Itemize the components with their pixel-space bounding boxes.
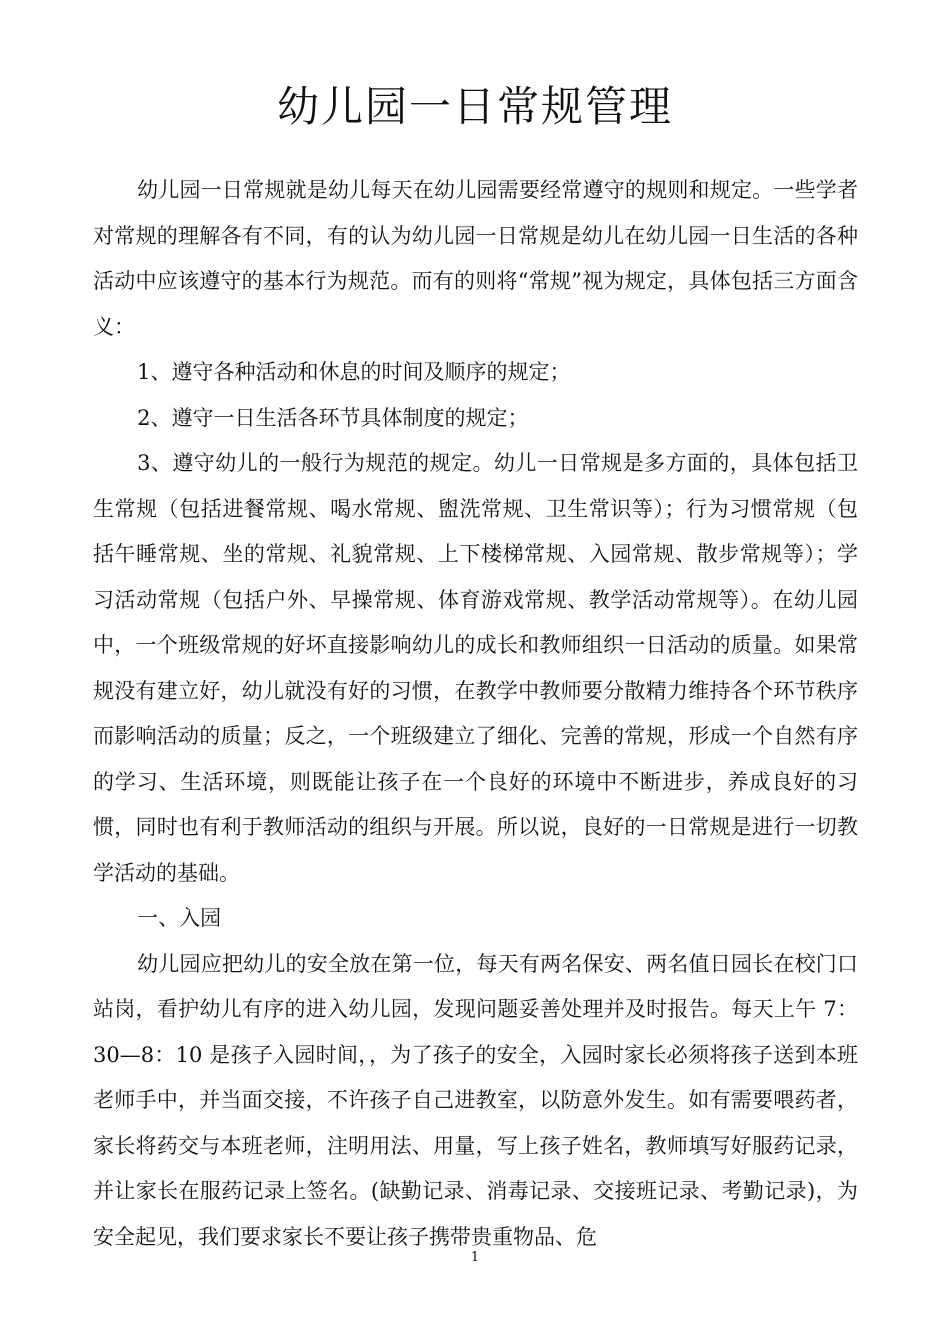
arrival-paragraph: 幼儿园应把幼儿的安全放在第一位，每天有两名保安、两名值日园长在校门口站岗，看护幼儿有序的进入幼儿园，发现问题妥善处理并及时报告。每天上午 7：30—8：10 是孩子入园时间，，为了孩子的安全，入园时家长必须将孩子送到本班老师手中，并当面交接，不许孩子自己进教室，以防意外发生。如有需要喂药者，家长将药交与本班老师，注明用法、用量，写上孩子姓名，教师填写好服药记录，并让家长在服药记录上签名。(缺勤记录、消毒记录、交接班记录、考勤记录)，为安全起见，我们要求家长不要让孩子携带贵重物品、危 <box>93 951 858 1249</box>
section-heading-arrival: 一、入园 <box>137 906 222 930</box>
intro-paragraph: 幼儿园一日常规就是幼儿每天在幼儿园需要经常遵守的规则和规定。一些学者对常规的理解各有不同，有的认为幼儿园一日常规是幼儿在幼儿园一日生活的各种活动中应该遵守的基本行为规范。而有的则将“常规”视为规定，具体包括三方面含义： <box>93 178 858 339</box>
rule-item-3: 3、遵守幼儿的一般行为规范的规定。幼儿一日常规是多方面的，具体包括卫生常规（包括进餐常规、喝水常规、盥洗常规、卫生常识等）；行为习惯常规（包括午睡常规、坐的常规、礼貌常规、上下楼梯常规、入园常规、散步常规等）；学习活动常规（包括户外、早操常规、体育游戏常规、教学活动常规等）。在幼儿园中，一个班级常规的好坏直接影响幼儿的成长和教师组织一日活动的质量。如果常规没有建立好，幼儿就没有好的习惯，在教学中教师要分散精力维持各个环节秩序而影响活动的质量；反之，一个班级建立了细化、完善的常规，形成一个自然有序的学习、生活环境，则既能让孩子在一个良好的环境中不断进步，养成良好的习惯，同时也有利于教师活动的组织与开展。所以说，良好的一日常规是进行一切教学活动的基础。 <box>93 451 858 885</box>
rule-item-1: 1、遵守各种活动和休息的时间及顺序的规定； <box>137 360 571 384</box>
document-body <box>93 168 858 1260</box>
document-title: 幼儿园一日常规管理 <box>276 82 673 131</box>
rule-item-2: 2、遵守一日生活各环节具体制度的规定； <box>137 405 529 430</box>
page-number: 1 <box>470 1250 480 1265</box>
